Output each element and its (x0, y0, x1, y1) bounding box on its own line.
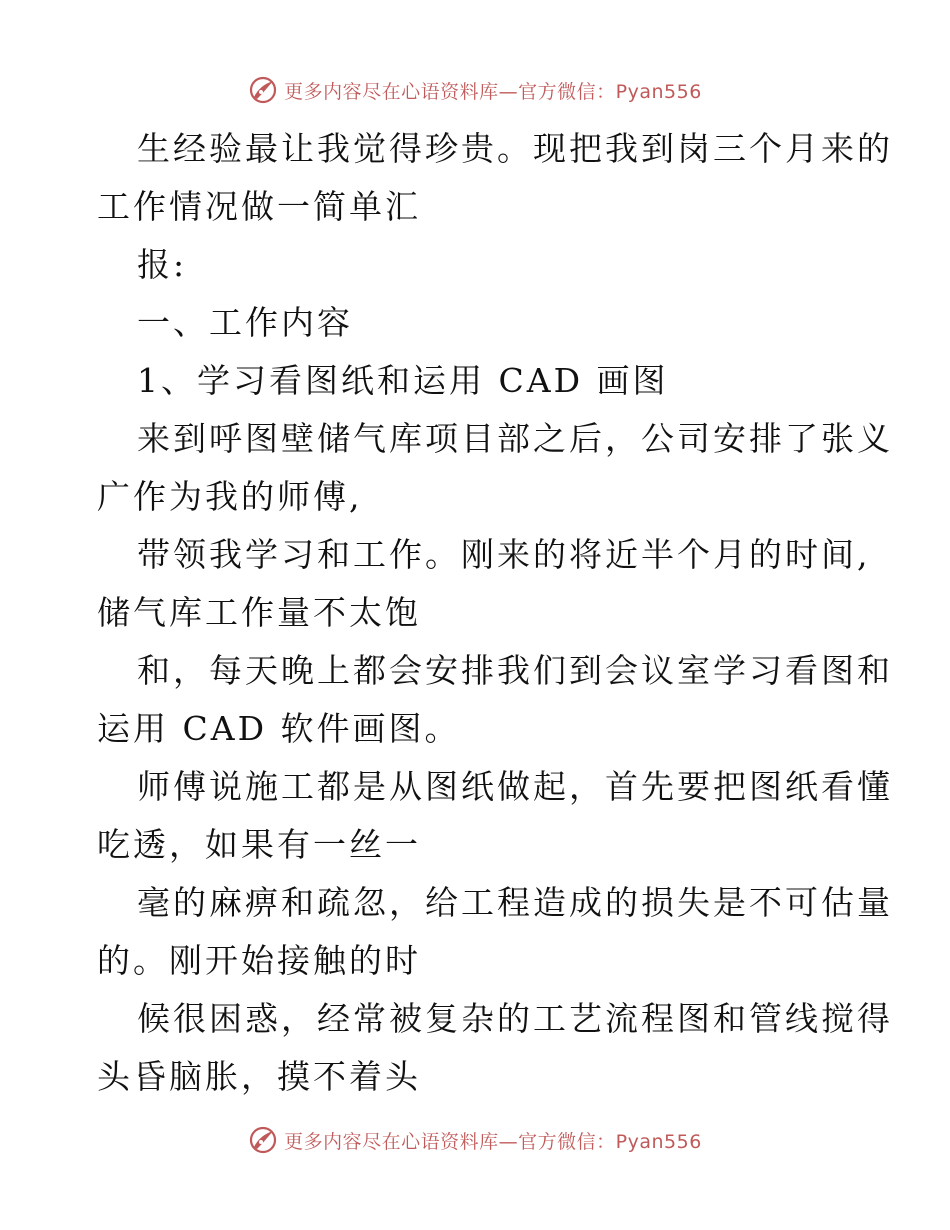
text-line: 师傅说施工都是从图纸做起，首先要把图纸看懂 (137, 767, 893, 806)
footer-watermark (0, 1120, 950, 1160)
text-line: 来到呼图壁储气库项目部之后，公司安排了张义 (137, 419, 893, 458)
header-watermark (0, 70, 950, 110)
text-line: 储气库工作量不太饱 (97, 593, 421, 632)
pen-logo-icon (248, 75, 278, 105)
document-body (97, 120, 893, 1106)
text-line: 和，每天晚上都会安排我们到会议室学习看图和 (137, 651, 893, 690)
text-line: 广作为我的师傅, (97, 477, 363, 516)
text-line: 生经验最让我觉得珍贵。现把我到岗三个月来的 (137, 129, 893, 168)
text-line: 运用 CAD 软件画图。 (97, 709, 461, 748)
text-line: 毫的麻痹和疏忽，给工程造成的损失是不可估量 (137, 883, 893, 922)
text-line: 报: (137, 245, 188, 284)
text-line: 工作情况做一简单汇 (97, 187, 421, 226)
text-line: 带领我学习和工作。刚来的将近半个月的时间, (137, 535, 871, 574)
watermark-text: 更多内容尽在心语资料库—官方微信：Pyan556 (284, 80, 702, 103)
pen-logo-icon (248, 1125, 278, 1155)
subsection-heading: 1、学习看图纸和运用 CAD 画图 (137, 361, 669, 400)
text-line: 的。刚开始接触的时 (97, 941, 421, 980)
text-line: 候很困惑，经常被复杂的工艺流程图和管线搅得 (137, 999, 893, 1038)
text-line: 头昏脑胀，摸不着头 (97, 1057, 421, 1096)
watermark-text: 更多内容尽在心语资料库—官方微信：Pyan556 (284, 1130, 702, 1153)
text-line: 吃透，如果有一丝一 (97, 825, 421, 864)
section-heading: 一、工作内容 (137, 303, 353, 342)
